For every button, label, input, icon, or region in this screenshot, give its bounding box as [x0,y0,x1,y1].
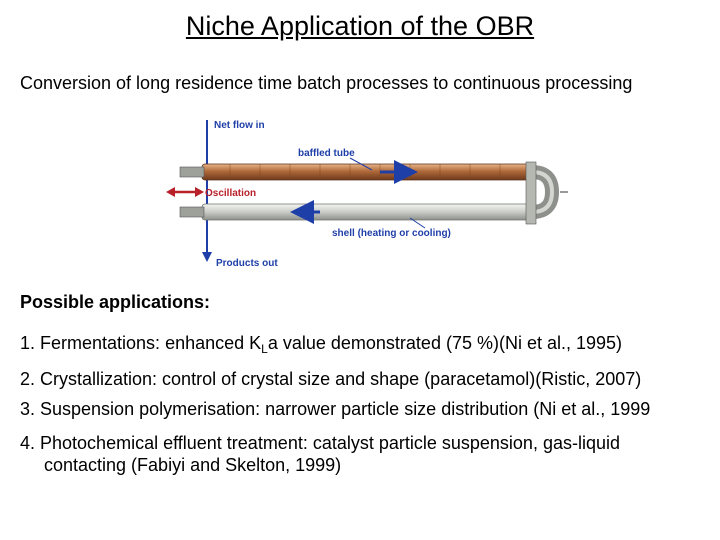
net-flow-arrowhead [202,252,212,262]
shell-tube [202,204,532,220]
subtitle: Conversion of long residence time batch processes to continuous processing [20,73,633,93]
application-item-1-subscript: L [261,342,268,356]
label-baffled-tube: baffled tube [298,148,355,159]
application-item-1-prefix: 1. Fermentations: enhanced K [20,333,262,353]
application-item-4-line1: 4. Photochemical effluent treatment: catalyst particle suspension, gas-liquid [20,433,620,453]
application-item-1-suffix: a value demonstrated (75 %)(Ni et al., 1995) [267,333,623,353]
application-item-4 [20,432,620,476]
label-products-out: Products out [216,258,278,269]
baffled-tube [202,164,532,180]
applications-heading: Possible applications: [20,292,211,312]
application-item-3: 3. Suspension polymerisation: narrower particle size distribution (Ni et al., 1999 [20,399,651,419]
application-item-4-line2: contacting (Fabiyi and Skelton, 1999) [44,455,342,475]
label-net-flow-in: Net flow in [214,120,265,131]
obr-diagram [150,112,570,274]
label-oscillation: Oscillation [205,188,257,199]
page-title: Niche Application of the OBR [185,11,535,41]
application-item-1 [20,332,622,354]
application-item-2: 2. Crystallization: control of crystal size and shape (paracetamol)(Ristic, 2007) [20,369,642,389]
bend-flange [526,162,536,224]
left-fitting-bottom [180,207,204,217]
label-shell: shell (heating or cooling) [332,228,451,239]
left-fitting-top [180,167,204,177]
